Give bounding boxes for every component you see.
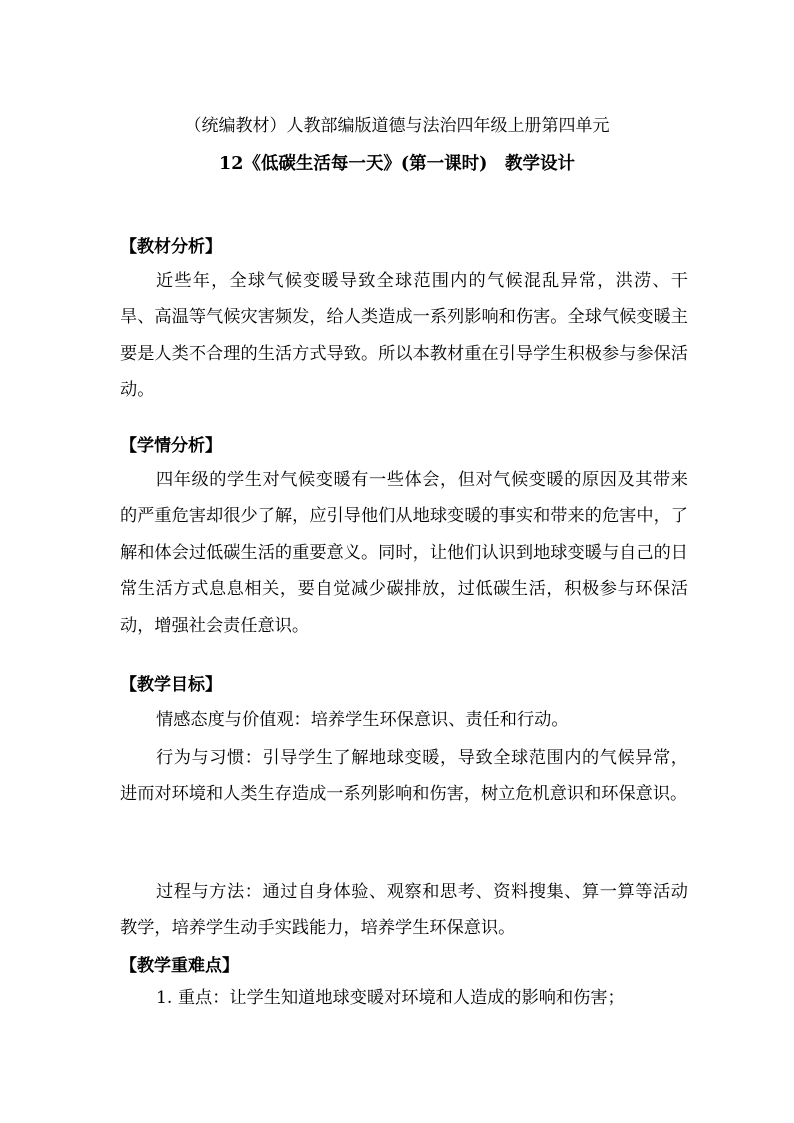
paragraph-student-analysis: 四年级的学生对气候变暖有一些体会，但对气候变暖的原因及其带来的严重危害却很少了解，应引导他们从地球变暖的事实和带来的危害中，了解和体会过低碳生活的重要意义。同时，让他们认识到地球变暖与自己的日常生活方式息息相关，要自觉减少碳排放，过低碳生活，积极参与环保活动，增强社会责任意识。 bbox=[120, 470, 688, 636]
document-title-line1: （统编教材）人教部编版道德与法治四年级上册第四单元 bbox=[184, 116, 610, 136]
section-heading-key-difficulties: 【教学重难点】 bbox=[120, 956, 239, 976]
paragraph-goal-process: 过程与方法：通过自身体验、观察和思考、资料搜集、算一算等活动教学，培养学生动手实践能力，培养学生环保意识。 bbox=[120, 882, 688, 939]
section-heading-teaching-goals: 【教学目标】 bbox=[120, 675, 222, 695]
section-heading-textbook-analysis: 【教材分析】 bbox=[120, 237, 222, 257]
document-title-line2: 12《低碳生活每一天》(第一课时) 教学设计 bbox=[219, 154, 575, 174]
paragraph-key-point: 1. 重点：让学生知道地球变暖对环境和人造成的影响和伤害； bbox=[156, 988, 625, 1008]
paragraph-goal-emotion: 情感态度与价值观：培养学生环保意识、责任和行动。 bbox=[156, 710, 569, 730]
paragraph-goal-behavior: 行为与习惯：引导学生了解地球变暖，导致全球范围内的气候异常，进而对环境和人类生存造成一系列影响和伤害，树立危机意识和环保意识。 bbox=[120, 748, 688, 805]
paragraph-textbook-analysis: 近些年，全球气候变暖导致全球范围内的气候混乱异常，洪涝、干旱、高温等气候灾害频发，给人类造成一系列影响和伤害。全球气候变暖主要是人类不合理的生活方式导致。所以本教材重在引导学生积极参与参保活动。 bbox=[120, 271, 688, 401]
section-heading-student-analysis: 【学情分析】 bbox=[120, 436, 222, 456]
